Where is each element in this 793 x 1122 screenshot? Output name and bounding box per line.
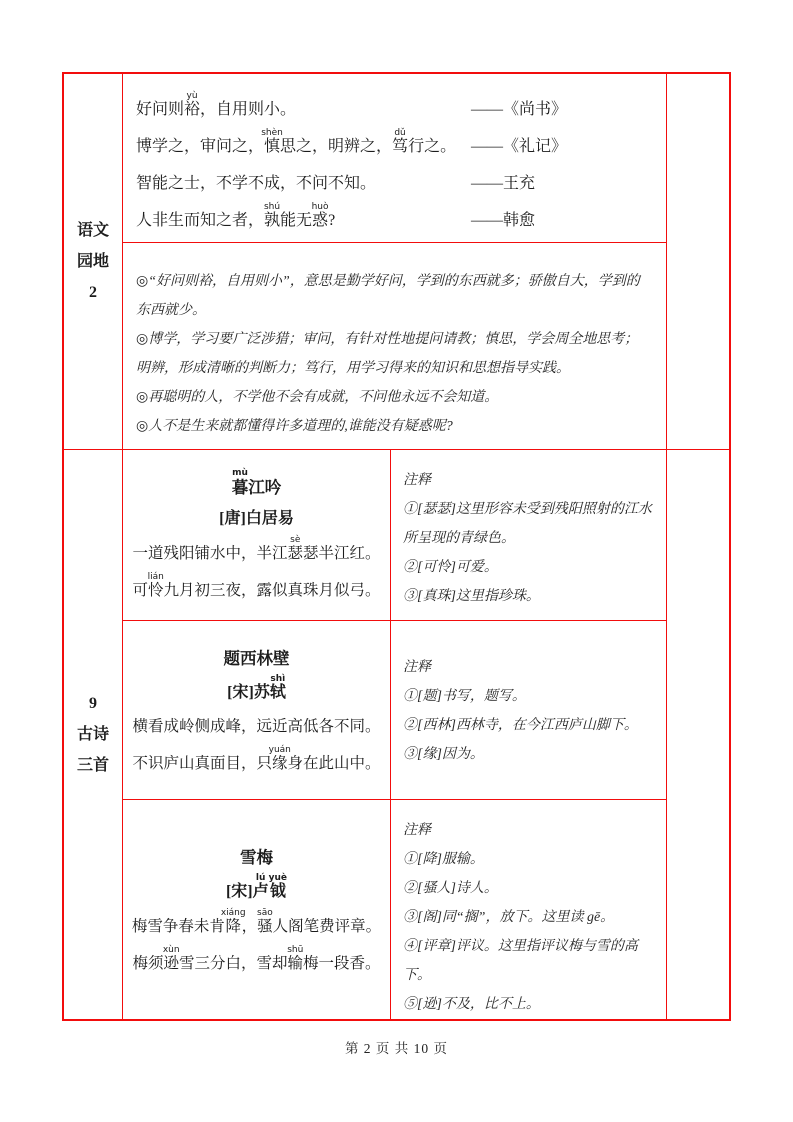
poem-line: 梅须逊xùn雪三分白，雪却输shū梅一段香。: [132, 945, 381, 972]
annotation-item: ②[西林]西林寺，在今江西庐山脚下。: [403, 718, 638, 733]
poem-line: 可怜lián九月初三夜，露似真珠月似弓。: [132, 571, 381, 599]
poem-line: 横看成岭侧成峰，远近高低各不同。: [132, 718, 381, 735]
annotation-cell: [391, 621, 666, 799]
annotation-item: ②[可怜]可爱。: [403, 560, 498, 575]
lesson9-label-line: 三首: [76, 757, 109, 774]
poem-author: [唐]白居易: [219, 509, 294, 527]
quotes-cell: [123, 74, 666, 243]
poem-line: 不识庐山真面目，只缘yuán身在此山中。: [132, 745, 381, 772]
annotation-item: ④[评章]评议。这里指评议梅与雪的高下。: [403, 939, 638, 983]
annotation-item: ②[骚人]诗人。: [403, 881, 498, 896]
unit2-label-line: 园地: [76, 253, 109, 270]
annotation-cell: [391, 800, 666, 1019]
poem-title: 暮mù江吟: [231, 467, 282, 497]
poem-row-tixilinbi: [123, 621, 666, 800]
annotation-header: 注释: [403, 473, 431, 488]
annotation-item: ③[阁]同“搁”，放下。这里读 gē。: [403, 910, 615, 925]
quote-attribution: ——《礼记》: [471, 138, 568, 155]
quote-text: 博学之，审问之，慎shèn思之，明辨之，笃dǔ行之。: [136, 128, 457, 155]
annotation-cell: [391, 450, 666, 620]
unit2-content: [123, 74, 667, 449]
annotation-header: 注释: [403, 823, 431, 838]
annotation-item: ①[题]书写，题写。: [403, 689, 526, 704]
quote-attribution: ——韩愈: [471, 212, 536, 229]
annotation-item: ③[真珠]这里指珍珠。: [403, 589, 540, 604]
annotation-header: 注释: [403, 660, 431, 675]
spacer-column: [667, 74, 729, 449]
poem-title: 题西林壁: [223, 649, 290, 668]
poem-cell: [123, 621, 391, 799]
poem-line: 梅雪争春未肯降xiáng，骚sāo人阁笔费评章。: [131, 908, 382, 935]
quote-attribution: ——《尚书》: [471, 101, 568, 118]
note-item: ◎博学，学习要广泛涉猎；审问，有针对性地提问请教；慎思，学会周全地思考；明辨，形成清晰的判断力；笃行，用学习得来的知识和思想指导实践。: [136, 332, 639, 376]
unit2-label: [64, 74, 123, 449]
annotation-item: ①[降]服输。: [403, 852, 484, 867]
poem-author: [宋]苏轼shì: [227, 674, 286, 701]
poem-line: 一道残阳铺水中，半江瑟sè瑟半江红。: [132, 534, 381, 562]
note-item: ◎“好问则裕，自用则小”，意思是勤学好问，学到的东西就多；骄傲自大，学到的东西就少。: [136, 274, 640, 318]
quote-line: [136, 202, 666, 239]
quote-text: 智能之士，不学不成，不问不知。: [136, 175, 377, 192]
quote-attribution: ——王充: [471, 175, 536, 192]
quote-line: [136, 91, 666, 128]
unit2-section: [64, 74, 729, 450]
lesson9-label-line: 9: [89, 695, 97, 712]
page-footer: 第 2 页 共 10 页: [344, 1041, 449, 1056]
poem-cell: [123, 800, 391, 1019]
lesson9-section: [64, 450, 729, 1019]
note-item: ◎人不是生来就都懂得许多道理的,谁能没有疑惑呢?: [136, 419, 453, 434]
quote-line: [136, 128, 666, 165]
quote-text: 好问则裕yù，自用则小。: [136, 91, 297, 118]
lesson9-label-line: 古诗: [76, 726, 109, 743]
unit2-label-line: 2: [89, 284, 97, 301]
annotation-item: ①[瑟瑟]这里形容未受到残阳照射的江水所呈现的青绿色。: [403, 502, 652, 546]
quote-text: 人非生而知之者，孰shú能无惑huò?: [136, 202, 336, 229]
poem-author: [宋]卢lú钺yuè: [225, 873, 288, 900]
poem-cell: [123, 450, 391, 620]
poem-title: 雪梅: [240, 848, 273, 867]
annotation-item: ③[缘]因为。: [403, 747, 484, 762]
notes-cell: [123, 243, 666, 449]
poem-row-mujiangyin: [123, 450, 666, 621]
annotation-item: ⑤[逊]不及，比不上。: [403, 997, 540, 1012]
poems-content: [123, 450, 667, 1019]
unit2-label-line: 语文: [76, 222, 109, 239]
note-item: ◎再聪明的人，不学他不会有成就，不问他永远不会知道。: [136, 390, 499, 405]
quote-line: [136, 165, 666, 202]
poem-row-xuemei: [123, 800, 666, 1019]
worksheet-table: [62, 72, 731, 1021]
lesson9-label: [64, 450, 123, 1019]
spacer-column: [667, 450, 729, 1019]
